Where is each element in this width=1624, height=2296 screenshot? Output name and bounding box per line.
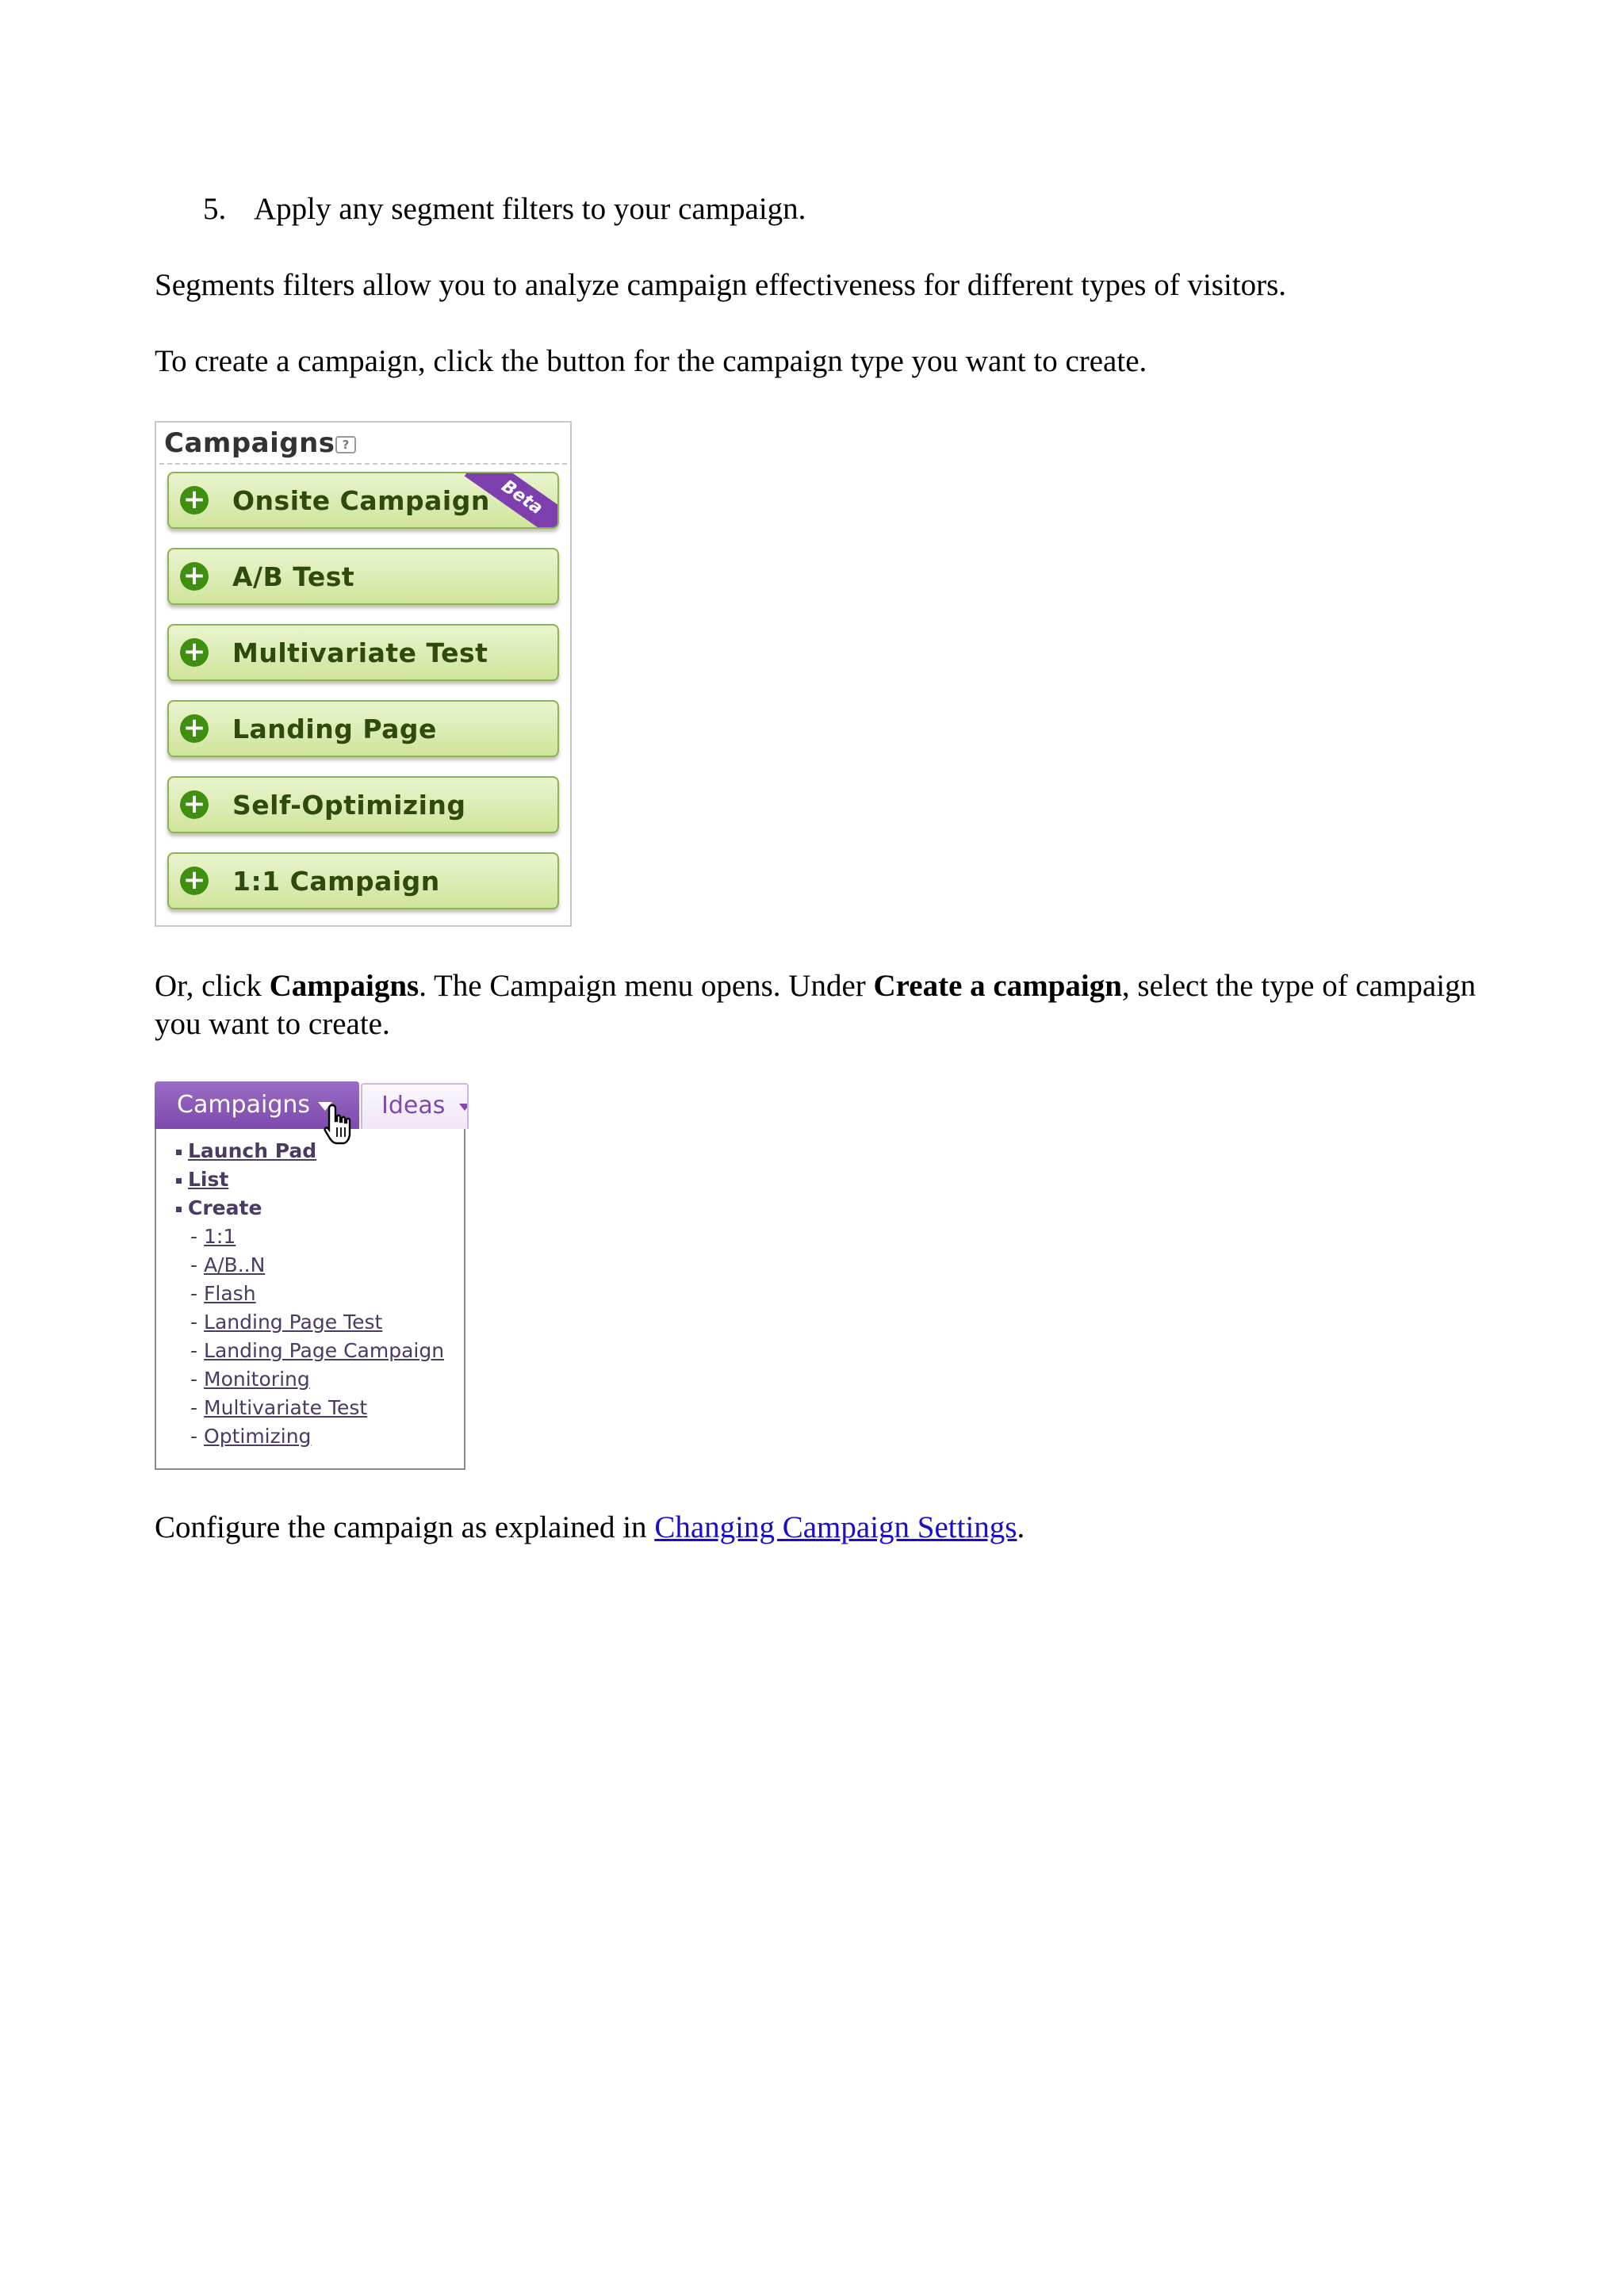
paragraph-segment-filters: Segments filters allow you to analyze campaign effectiveness for different types of visitors. [155, 268, 1287, 302]
help-icon[interactable]: ? [335, 436, 356, 453]
campaign-menu-screenshot [155, 1081, 469, 1470]
campaign-menu-dropdown [155, 1129, 465, 1470]
plus-icon: + [180, 867, 209, 895]
menu-link[interactable]: Landing Page Test [204, 1311, 383, 1334]
menu-link[interactable]: A/B..N [204, 1253, 266, 1276]
text: Or, click [155, 969, 270, 1003]
ab-test-button[interactable] [167, 548, 559, 605]
menu-item-list[interactable] [176, 1167, 228, 1192]
text: . The Campaign menu opens. Under [419, 969, 874, 1003]
menu-link[interactable]: Optimizing [204, 1425, 312, 1448]
text: Configure the campaign as explained in [155, 1510, 655, 1544]
ideas-tab[interactable] [361, 1083, 469, 1129]
bold-create-a-campaign: Create a campaign [873, 969, 1122, 1003]
bold-campaigns: Campaigns [269, 969, 419, 1003]
menu-subitem[interactable]: - Landing Page Campaign [190, 1339, 445, 1362]
plus-icon: + [180, 562, 209, 591]
menu-subitem[interactable]: - 1:1 [190, 1225, 236, 1248]
tab-label: Campaigns [177, 1091, 311, 1119]
panel-title: Campaigns [164, 427, 335, 459]
menu-subitem[interactable]: - Monitoring [190, 1368, 310, 1391]
multivariate-test-button[interactable] [167, 624, 559, 681]
button-label: 1:1 Campaign [232, 866, 440, 897]
plus-icon: + [180, 486, 209, 515]
step-text: Apply any segment filters to your campaign. [254, 192, 806, 226]
paragraph-configure [155, 1509, 1025, 1547]
bullet [176, 1207, 182, 1212]
campaigns-panel [155, 421, 572, 927]
beta-badge: Beta [465, 472, 559, 529]
bullet [176, 1178, 182, 1184]
button-label: Multivariate Test [232, 637, 488, 668]
changing-campaign-settings-link[interactable]: Changing Campaign Settings [654, 1510, 1017, 1544]
menu-link[interactable]: List [188, 1168, 229, 1191]
menu-subitem[interactable]: - Optimizing [190, 1425, 312, 1448]
hand-cursor-icon [323, 1104, 356, 1148]
text: , select the type of campaign you want to create. [155, 969, 1477, 1041]
one-to-one-campaign-button[interactable] [167, 852, 559, 909]
plus-icon: + [180, 790, 209, 819]
button-label: Landing Page [232, 714, 437, 744]
plus-icon: + [180, 714, 209, 743]
plus-icon: + [180, 638, 209, 667]
menu-subitem[interactable]: - Multivariate Test [190, 1396, 368, 1419]
menu-link[interactable]: 1:1 [204, 1225, 236, 1248]
paragraph-create-instructions: To create a campaign, click the button for the campaign type you want to create. [155, 344, 1147, 378]
menu-link[interactable]: Launch Pad [188, 1139, 317, 1162]
step-number: 5. [203, 192, 227, 226]
chevron-down-icon [459, 1104, 469, 1111]
button-label: A/B Test [232, 561, 355, 592]
self-optimizing-button[interactable] [167, 776, 559, 833]
menu-subitem[interactable]: - A/B..N [190, 1253, 266, 1276]
onsite-campaign-button[interactable] [167, 472, 559, 529]
menu-item-launch-pad[interactable] [176, 1138, 316, 1164]
text: . [1017, 1510, 1025, 1544]
button-label: Onsite Campaign [232, 485, 490, 516]
menu-subitem[interactable]: - Flash [190, 1282, 256, 1305]
divider [159, 463, 567, 465]
bullet [176, 1150, 182, 1155]
menu-link[interactable]: Landing Page Campaign [204, 1339, 445, 1362]
menu-item-create [176, 1196, 262, 1221]
menu-link[interactable]: Flash [204, 1282, 256, 1305]
tab-label: Ideas [381, 1092, 446, 1119]
menu-label: Create [188, 1196, 262, 1219]
menu-subitem[interactable]: - Landing Page Test [190, 1311, 383, 1334]
menu-link[interactable]: Multivariate Test [204, 1396, 368, 1419]
paragraph-campaign-menu [155, 967, 1487, 1043]
menu-link[interactable]: Monitoring [204, 1368, 310, 1391]
landing-page-button[interactable] [167, 700, 559, 757]
button-label: Self-Optimizing [232, 790, 466, 821]
